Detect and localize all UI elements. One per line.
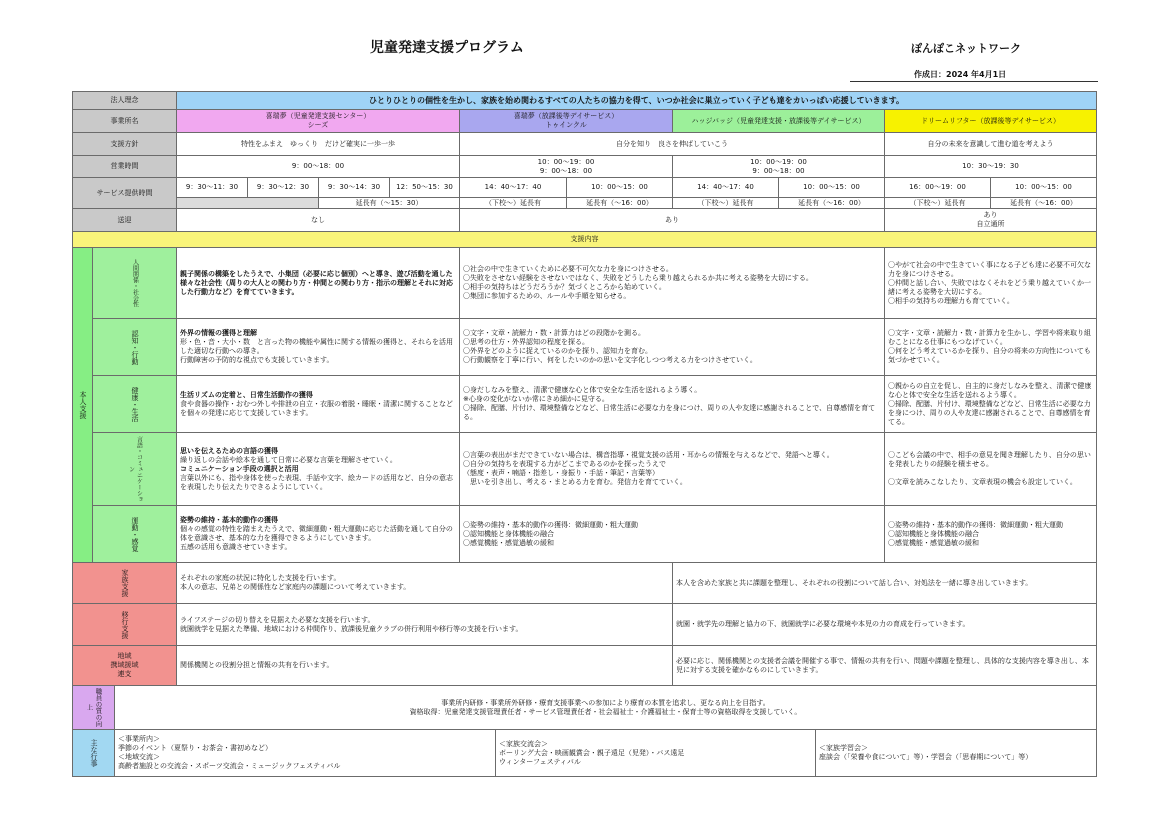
label-personal-support [72,247,93,563]
transport-dreamlifter: あり 自立通所 [884,208,1097,232]
label-transport: 送迎 [72,208,177,232]
label-personal-support-text: 本人支援 [79,391,87,419]
label-domain-language-text: 言語・コミュニケーション [127,436,143,502]
service-time-1: 9：30～11：30 [176,177,248,198]
created-date: 作成日：2024 年4月1日 [914,70,1007,79]
label-domain-health [92,375,177,433]
service-time-9: 16：00～19：00 [884,177,991,198]
domain-text-line: 形・色・音・大小・数 と言った物の機能や属性に関する情報の獲得と、それらを活用した適切な行動への導き。 [180,338,453,355]
label-events-text: 主な行事 [90,739,98,767]
service-time-4: 12：50～15：30 [389,177,460,198]
service-time-10: 10：00～15：00 [990,177,1097,198]
domain-text-line: 思いを伝えるための言語の獲得 [180,446,278,455]
service-time-7: 14：40～17：40 [672,177,779,198]
label-family-support [72,562,177,604]
extension-5: 延長有（～16：00） [778,197,885,209]
policy-1: 特性をふまえ ゆっくり だけど確実に一歩一歩 [176,132,460,156]
language-col-b: 〇言葉の表出がまだできていない場合は、構音指導・視覚支援の活用・耳からの情報を与えるなどで、発語へと導く。 〇自分の気持ちを表現する力がどこまであるのかを探ったうえで （態度・表声・喃語・指差し・身振り・手話・筆記・言葉等） 思いを引き出し、考える・まとめる力を育む。発信力を育てていく。 [459,432,885,506]
health-col-c: 〇親からの自立を促し、自主的に身だしなみを整え、清潔で健康な心と体で安全な生活を送れるよう導く。 〇掃除、配膳、片付け、環境整備などなど、日常生活に必要な力を身につけ、周りの人や友達に感謝されることで、自尊感情を育てる。 [884,375,1097,433]
family-col-a: それぞれの家庭の状況に特化した支援を行います。 本人の意志、兄弟との関係性など家庭内の課題について考えていきます。 [176,562,673,604]
label-domain-health-text: 健康・生活 [131,386,139,422]
page-title: 児童発達支援プログラム [370,40,524,56]
service-time-6: 10：00～15：00 [566,177,673,198]
label-domain-cognition [92,318,177,376]
events-col-c: ＜家族学習会＞ 座談会（「栄養や食について」等）・学習会（「思春期について」等） [815,729,1097,777]
service-time-5: 14：40～17：40 [459,177,567,198]
human-col-b: 〇社会の中で生きていくために必要不可欠な力を身につけさせる。 〇失敗をさせない経験をさせないではなく、失敗をどうしたら乗り越えられるか共に考える姿勢を大切にする。 〇相手の気持ちはどうだろうか？気づくところから始めていく。 〇集団に参加するための、ルールや手順を知らせる。 [459,247,885,319]
events-col-a: ＜事業所内＞ 季節のイベント（夏祭り・お茶会・書初めなど） ＜地域交流＞ 高齢者施設との交流会・スポーツ交流会・ミュージックフェスティバル [114,729,496,777]
label-domain-language [92,432,177,506]
community-col-a: 関係機関との役割分担と情報の共有を行います。 [176,645,673,686]
domain-text-line: 姿勢の維持・基本的動作の獲得 [180,516,278,524]
hours-dreamlifter: 10：30～19：30 [884,155,1097,178]
family-col-b: 本人を含めた家族と共に課題を整理し、それぞれの役割について話し合い、対処法を一緒に導き出していきます。 [672,562,1097,604]
motor-col-a [176,505,460,563]
staff-quality-text: 事業所内研修・事業所外研修・療育支援事業への参加により療育の本質を追求し、更なる向上を目指す。 資格取得：児童発達支援管理責任者・サービス管理責任者・社会福祉士・介護福祉士・保育士等の資格取得を支援していく。 [114,685,1097,730]
created-underline [850,81,1098,82]
service-time-8: 10：00～15：00 [778,177,885,198]
extension-3: 延長有（～16：00） [566,197,673,209]
organization-name: ぽんぽこネットワーク [911,42,1021,55]
label-events [72,729,115,777]
label-policy: 支援方針 [72,132,177,156]
label-staff-quality [72,685,115,730]
facility-twinkle: 喜瑞夢（放課後等デイサービス） トゥインクル [459,109,673,133]
health-col-b: 〇身だしなみを整え、清潔で健康な心と体で安全な生活を送れるよう導く。 ※心身の変化がないか常にきめ細かに見守る。 〇掃除、配膳、片付け、環境整備などなど、日常生活に必要な力を身につけ、周りの人や友達に感謝されることで、自尊感情を育てる。 [459,375,885,433]
label-family-support-text: 家族支援 [121,569,129,597]
philosophy-text: ひとりひとりの個性を生かし、家族を始め関わるすべての人たちの協力を得て、いつか社会に巣立っていく子ども達をカいっぱい応援していきます。 [176,91,1097,110]
domain-text-line: 言葉以外にも、指や身体を使った表現、手話や文字、絵カードの活用など、自分の意志を表現したり伝えたりできるようにしていく。 [180,473,453,491]
human-col-a [176,247,460,319]
domain-text-line: 行動障害の予防的な視点でも支援していきます。 [180,356,334,364]
domain-text-line: 五感の活用も意識させていきます。 [180,543,292,551]
motor-col-c: 〇姿勢の維持・基本的動作の獲得：微細運動・粗大運動 〇認知機能と身体機能の融合 〇感覚機能・感覚過敏の緩和 [884,505,1097,563]
label-domain-human [92,247,177,319]
health-col-a [176,375,460,433]
policy-2: 自分を知り 良さを伸ばしていこう [459,132,885,156]
label-transition-support-text: 移行支援 [121,610,129,639]
domain-text-line: 外界の情報の獲得と理解 [180,329,257,337]
hours-twinkle: 10：00～19：00 9：00～18：00 [459,155,673,178]
domain-text-line: 繰り返しの会話や絵本を通して日常に必要な言葉を理解させていく。 [180,455,397,464]
language-col-a [176,432,460,506]
label-facility: 事業所名 [72,109,177,133]
support-content-header: 支援内容 [72,231,1097,248]
cognition-col-a [176,318,460,376]
service-time-3: 9：30～14：30 [318,177,390,198]
transition-col-b: 就園・就学先の理解と協力の下、就園就学に必要な環境や本児の力の育成を行っていきます。 [672,603,1097,646]
label-domain-cognition-text: 認知・行動 [131,329,139,365]
transport-mid: あり [459,208,885,232]
domain-text-line: コミュニケーション手段の選択と活用 [180,464,299,473]
facility-seeds: 喜瑞夢（児童発達支援センター） シーズ [176,109,460,133]
cognition-col-c: 〇文字・文章・読解力・数・計算力を生かし、学習や将来取り組むことになる仕事にもつなげていく。 〇何をどう考えているかを探り、自分の将来の方向性についても気づかせていく。 [884,318,1097,376]
policy-3: 自分の未来を意識して進む道を考えよう [884,132,1097,156]
transport-seeds: なし [176,208,460,232]
label-transition-support [72,603,177,646]
domain-text-line: 個々の感覚の特性を踏まえたうえで、微細運動・粗大運動に応じた活動を通して自分の体を意識させ、基本的な力を獲得できるようにしていきます。 [180,525,453,542]
community-col-b: 必要に応じ、関係機関との支援者会議を開催する事で、情報の共有を行い、問題や課題を整理し、具体的な支援内容を導き出し、本児に対する支援を確かなものにしていきます。 [672,645,1097,686]
label-community-support: 地域 携域援域 連支 [72,645,177,686]
transition-col-a: ライフステージの切り替えを見据えた必要な支援を行います。 就園就学を見据えた準備、地域における仲間作り、放課後児童クラブの併行利用や移行等の支援を行います。 [176,603,673,646]
domain-text-line: 親子関係の構築をしたうえで、小集団（必要に応じ個別）へと導き、遊び活動を通した様々な社会性（周りの大人との関わり方・仲間との関わり方・指示の理解とそれに対応した行動力など）を育てていきます。 [180,269,453,296]
extension-6: （下校～）延長有 [884,197,991,209]
domain-text-line: 食や食器の操作・おむつ外しや排泄の自立・衣服の着脱・睡眠・清潔に関することなどを個々の発達に応じて支援していきます。 [180,399,453,417]
human-col-c: 〇やがて社会の中で生きていく事になる子ども達に必要不可欠な力を身につけさせる。 〇仲間と話し合い、失敗ではなくそれをどう乗り越えていくか一緒に考える姿勢を大切にする。 〇相手の気持ちの理解力も育てていく。 [884,247,1097,319]
language-col-c: 〇こども会議の中で、相手の意見を聞き理解したり、自分の思いを発表したりの経験を積ませる。 〇文章を読みこなしたり、文章表現の機会も設定していく。 [884,432,1097,506]
motor-col-b: 〇姿勢の維持・基本的動作の獲得：微細運動・粗大運動 〇認知機能と身体機能の融合 〇感覚機能・感覚過敏の緩和 [459,505,885,563]
hours-seeds: 9：00～18：00 [176,155,460,178]
events-col-b: ＜家族交流会＞ ボーリング大会・映画観賞会・親子遠足（児発）・バス遠足 ウィンターフェスティバル [495,729,816,777]
service-time-2: 9：30～12：30 [247,177,319,198]
label-domain-motor-text: 運動・感覚 [131,516,139,552]
extension-4: （下校～）延長有 [672,197,779,209]
extension-7: 延長有（～16：00） [990,197,1097,209]
label-domain-motor [92,505,177,563]
hours-hajjibajji: 10：00～19：00 9：00～18：00 [672,155,885,178]
cognition-col-b: 〇文字・文章・読解力・数・計算力はどの段階かを測る。 〇思考の仕方・外界認知の程度を探る。 〇外界をどのように捉えているのかを探り、認知力を育む。 〇行動観察を丁寧に行い、何をしたいのかの思いを文字化しつつ考える力をつけさせていく。 [459,318,885,376]
label-service-hours: サービス提供時間 [72,177,177,209]
label-hours: 営業時間 [72,155,177,178]
label-staff-quality-text: 職員の質の向上 [85,688,103,727]
domain-text-line: 生活リズムの定着と、日常生活動作の獲得 [180,390,313,399]
label-domain-human-text: 人間関係・社会性 [131,259,139,307]
label-philosophy: 法人理念 [72,91,177,110]
extension-1: 延長有（～15：30） [318,197,460,209]
facility-dreamlifter: ドリームリフター（放課後等デイサービス） [884,109,1097,133]
extension-2: （下校～）延長有 [459,197,567,209]
facility-hajjibajji: ハッジバッジ（児童発達支援・放課後等デイサービス） [672,109,885,133]
